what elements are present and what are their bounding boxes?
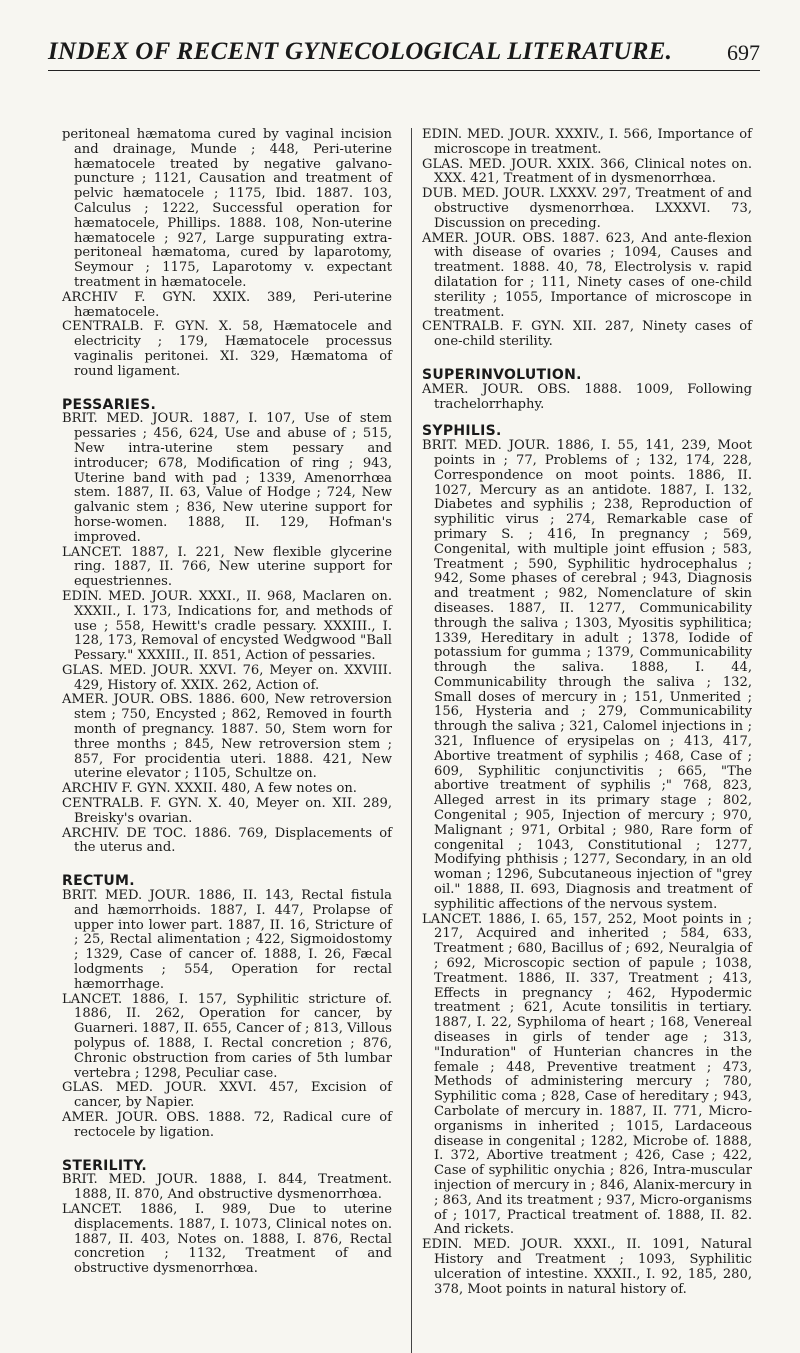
entry-glas: GLAS. MED. JOUR. XXVI. 457, Excision of cancer, by Napier. [62,1080,392,1111]
section-pessaries [62,398,392,857]
entry-dub: DUB. MED. JOUR. LXXXV. 297, Treatment of and obstructive dysmenorrhœa. LXXXVI. 73, Discussion on preceding. [422,186,752,231]
section-syphilis [422,424,752,1297]
entry-amer: AMER. JOUR. OBS. 1886. 600, New retroversion stem ; 750, Encysted ; 862, Removed in fourth month of pregnancy. 1887. 50, Stem worn for three months ; 845, New retroversion stem ; 857, For procidentia uteri. 1888. 421, New uterine elevator ; 1105, Schultze on. [62,692,392,782]
section-rectum [62,874,392,1140]
section-title: RECTUM. [62,873,135,890]
section-sterility [62,1159,392,1277]
left-column [62,128,392,1289]
entry-centralb: CENTRALB. F. GYN. X. 40, Meyer on. XII. 289, Breisky's ovarian. [62,796,392,826]
entry-brit: BRIT. MED. JOUR. 1887, I. 107, Use of stem pessaries ; 456, 624, Use and abuse of ; 515, New intra-uterine stem pessary and introducer; 678, Modification of ring ; 943, Uterine band with pad ; 1339, Amenorrhœa stem. 1887, II. 63, Value of Hodge ; 724, New galvanic stem ; 836, New uterine support for horse-women. 1888, II. 129, Hofman's improved. [62,411,392,545]
entry-amer: AMER. JOUR. OBS. 1888. 1009, Following trachelorrhaphy. [422,381,752,412]
entry-brit: BRIT. MED. JOUR. 1886, I. 55, 141, 239, Moot points in ; 77, Problems of ; 132, 174, 228, Correspondence on moot points. 1886, II. 1027, Mercury as an antidote. 1887, I. 132, Diabetes and syphilis ; 238, Reproduction of syphilitic virus ; 274, Remarkable case of primary S. ; 416, In pregnancy ; 569, Congenital, with multiple joint effusion ; 583, Treatment ; 590, Syphilitic hydrocephalus ; 942, Some phases of cerebral ; 943, Diagnosis and treatment ; 982, Nomenclature of skin diseases. 1887, II. 1277, Communicability through the saliva ; 1303, Myositis syphilitica; 1339, Hereditary in adult ; 1378, Iodide of potassium for gumma ; 1379, Communicability through the saliva. 1888, I. 44, Communicability through the saliva ; 132, Small doses of mercury in ; 151, Unmerited ; 156, Hysteria and ; 279, Communicability through the saliva ; 321, Calomel injections in ; 321, Influence of erysipelas on ; 413, 417, Abortive treatment of syphilis ; 468, Case of ; 609, Syphilitic conjunctivitis ; 665, "The abortive treatment of syphilis ;" 768, 823, Alleged arrest in its primary stage ; 802, Congenital ; 905, Injection of mercury ; 970, Malignant ; 971, Orbital ; 980, Rare form of congenital ; 1043, Constitutional ; 1277, Modifying phthisis ; 1277, Secondary, in an old woman ; 1296, Subcutaneous injection of "grey oil." 1888, II. 693, Diagnosis and treatment of syphilitic affections of the nervous system. [422,438,752,912]
entry-lancet: LANCET. 1886, I. 989, Due to uterine displacements. 1887, I. 1073, Clinical notes on. 1887, II. 403, Notes on. 1888, I. 876, Rectal concretion ; 1132, Treatment of and obstructive dysmenorrhœa. [62,1201,392,1277]
section-title: SUPERINVOLUTION. [422,366,582,383]
entry-archiv-toc: ARCHIV. DE TOC. 1886. 769, Displacements of the uterus and. [62,825,392,856]
page-title: INDEX OF RECENT GYNECOLOGICAL LITERATURE. [48,38,673,65]
section-superinvolution [422,368,752,412]
right-column [422,128,752,1309]
entry-amer: AMER. JOUR. OBS. 1887. 623, And ante-flexion with disease of ovaries ; 1094, Causes and treatment. 1888. 40, 78, Electrolysis v. rapid dilatation for ; 111, Ninety cases of one-child sterility ; 1055, Importance of microscope in treatment. [422,230,752,320]
entry-centralb: CENTRALB. F. GYN. XII. 287, Ninety cases of one-child sterility. [422,319,752,350]
entry-glas: GLAS. MED. JOUR. XXVI. 76, Meyer on. XXVIII. 429, History of. XXIX. 262, Action of. [62,662,392,693]
entry-edin: EDIN. MED. JOUR. XXXI., II. 1091, Natural History and Treatment ; 1093, Syphilitic ulceration of intestine. XXXII., I. 92, 185, 280, 378, Moot points in natural history of. [422,1237,752,1297]
entry-centralb: CENTRALB. F. GYN. X. 58, Hæmatocele and electricity ; 179, Hæmatocele processus vaginalis peritonei. XI. 329, Hæmatoma of round ligament. [62,319,392,379]
entry-lancet: LANCET. 1886, I. 157, Syphilitic stricture of. 1886, II. 262, Operation for cancer, by Guarneri. 1887, II. 655, Cancer of ; 813, Villous polypus of. 1888, I. Rectal concretion ; 876, Chronic obstruction from caries of 5th lumbar vertebra ; 1298, Peculiar case. [62,991,392,1081]
section-title: PESSARIES. [62,396,157,413]
entry-lancet: LANCET. 1887, I. 221, New flexible glycerine ring. 1887, II. 766, New uterine support for equestriennes. [62,544,392,590]
entry-archiv: ARCHIV F. GYN. XXXII. 480, A few notes on. [62,781,357,797]
entry-continued: peritoneal hæmatoma cured by vaginal incision and drainage, Munde ; 448, Peri-uterine hæmatocele treated by negative galvano-puncture ; 1121, Causation and treatment of pelvic hæmatocele ; 1175, Ibid. 1887. 103, Calculus ; 1222, Successful operation for hæmatocele, Phillips. 1888. 108, Non-uterine hæmatocele ; 927, Large suppurating extra-peritoneal hæmatoma, cured by laparotomy, Seymour ; 1175, Laparotomy v. expectant treatment in hæmatocele. [62,127,392,290]
entry-brit: BRIT. MED. JOUR. 1888, I. 844, Treatment. 1888, II. 870, And obstructive dysmenorrhœa. [62,1172,392,1203]
page-number: 697 [727,40,760,65]
entry-edin: EDIN. MED. JOUR. XXXI., II. 968, Maclaren on. XXXII., I. 173, Indications for, and methods of use ; 558, Hewitt's cradle pessary. XXXIII., I. 128, 173, Removal of encysted Wedgwood "Ball Pessary." XXXIII., II. 851, Action of pessaries. [62,588,392,664]
section-title: STERILITY. [62,1157,148,1174]
entry-edin: EDIN. MED. JOUR. XXXIV., I. 566, Importance of microscope in treatment. [422,127,752,157]
entry-lancet: LANCET. 1886, I. 65, 157, 252, Moot points in ; 217, Acquired and inherited ; 584, 633, Treatment ; 680, Bacillus of ; 692, Neuralgia of ; 692, Microscopic section of papule ; 1038, Treatment. 1886, II. 337, Treatment ; 413, Effects in pregnancy ; 462, Hypodermic treatment ; 621, Acute tonsilitis in tertiary. 1887, I. 22, Syphiloma of heart ; 168, Venereal diseases in girls of tender age ; 313, "Induration" of Hunterian chancres in the female ; 448, Preventive treatment ; 473, Methods of administering mercury ; 780, Syphilitic coma ; 828, Case of hereditary ; 943, Carbolate of mercury in. 1887, II. 771, Micro-organisms in inherited ; 1015, Lardaceous disease in congenital ; 1282, Microbe of. 1888, I. 372, Abortive treatment ; 426, Case ; 422, Case of syphilitic onychia ; 826, Intra-muscular injection of mercury in ; 846, Alanix-mercury in ; 863, And its treatment ; 937, Micro-organisms of ; 1017, Practical treatment of. 1888, II. 82. And rickets. [422,911,752,1238]
section-title: SYPHILIS. [422,423,502,440]
entry-glas: GLAS. MED. JOUR. XXIX. 366, Clinical notes on. XXX. 421, Treatment of in dysmenorrhœa. [422,156,752,187]
entry-brit: BRIT. MED. JOUR. 1886, II. 143, Rectal fistula and hæmorrhoids. 1887, I. 447, Prolapse of upper into lower part. 1887, II. 16, Stricture of ; 25, Rectal alimentation ; 422, Sigmoidostomy ; 1329, Case of cancer of. 1888, I. 26, Fæcal lodgments ; 554, Operation for rectal hæmorrhage. [62,888,392,992]
running-head [48,38,760,71]
entry-amer: AMER. JOUR. OBS. 1888. 72, Radical cure of rectocele by ligation. [62,1110,392,1140]
column-divider [411,128,412,1353]
entry-archiv: ARCHIV F. GYN. XXIX. 389, Peri-uterine hæmatocele. [62,289,392,320]
